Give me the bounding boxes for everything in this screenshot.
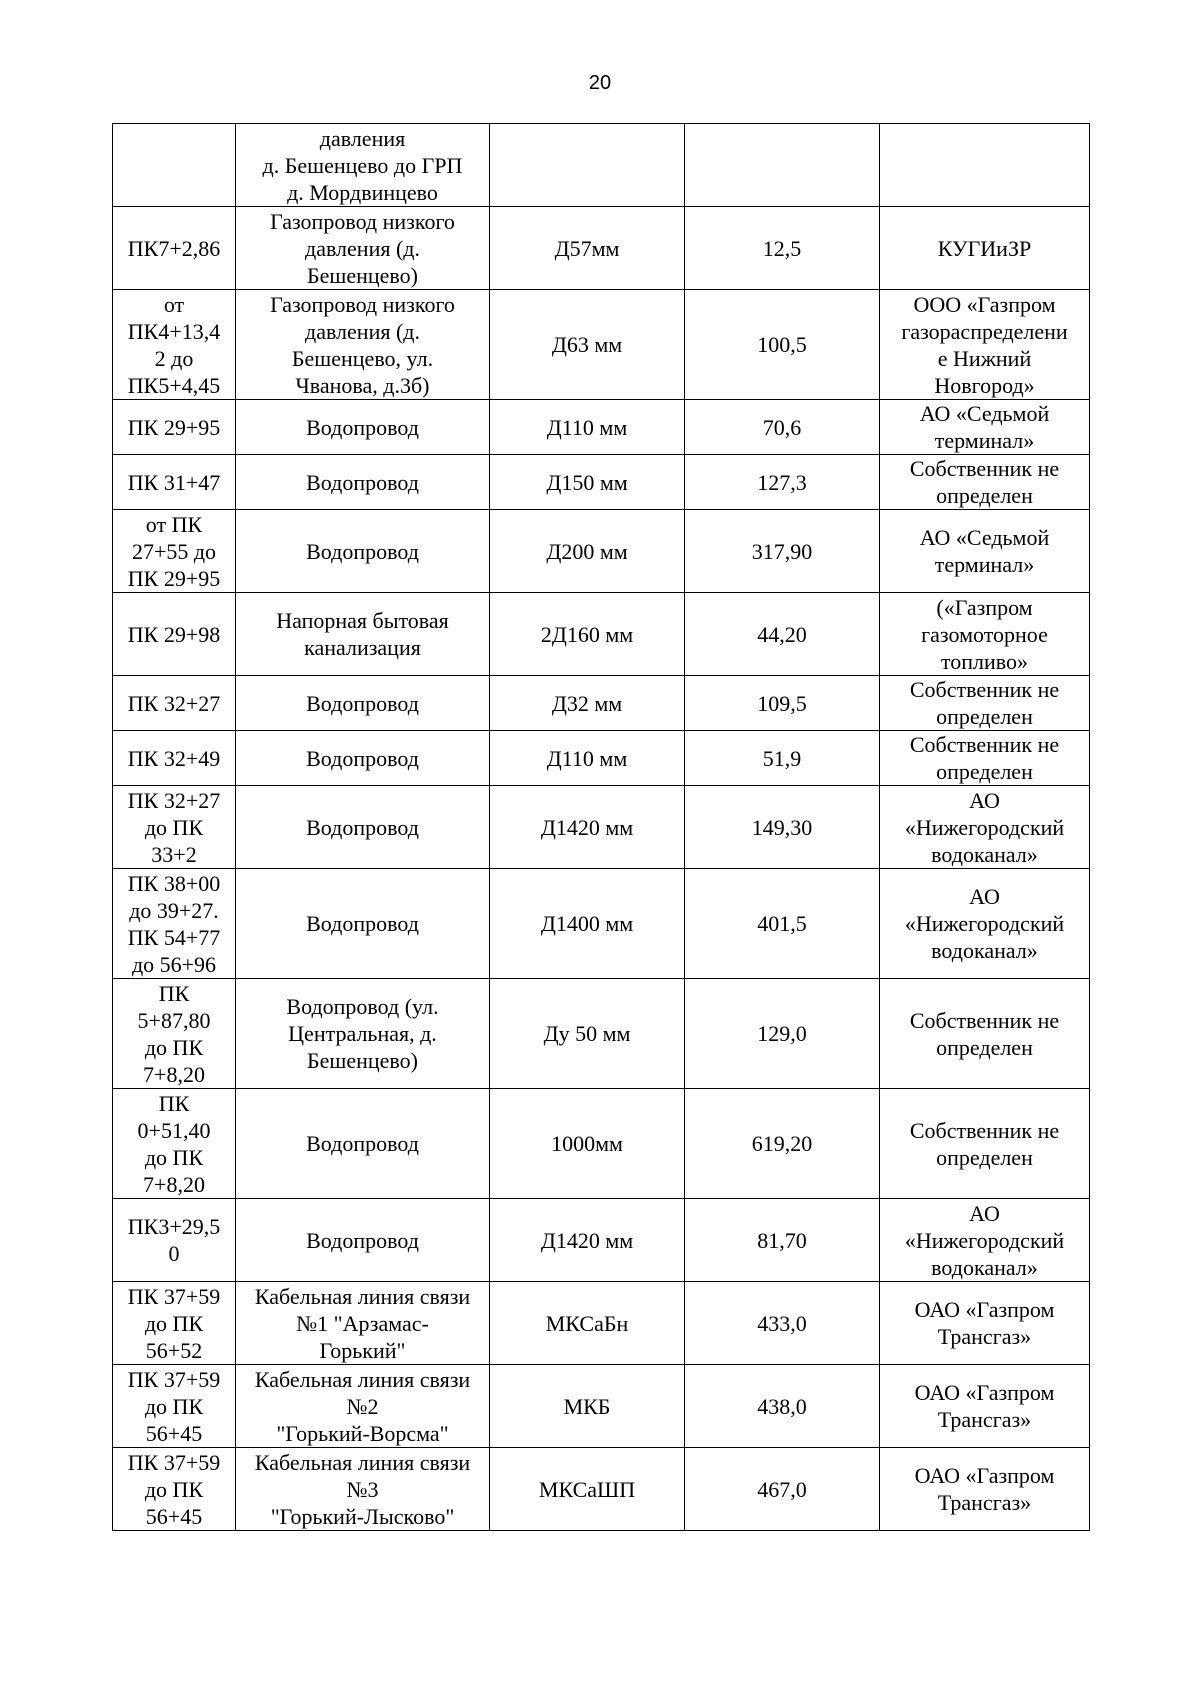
diameter-cell: Д110 мм	[490, 400, 685, 455]
length-cell: 467,0	[685, 1448, 880, 1531]
length-cell: 149,30	[685, 786, 880, 869]
name-cell: Водопровод	[236, 455, 490, 510]
length-cell: 70,6	[685, 400, 880, 455]
table-row	[113, 1282, 1090, 1365]
pk-cell: ПК3+29,5 0	[113, 1199, 236, 1282]
length-cell: 12,5	[685, 207, 880, 290]
table-row	[113, 290, 1090, 400]
table-row	[113, 593, 1090, 676]
name-cell: Напорная бытовая канализация	[236, 593, 490, 676]
pk-cell	[113, 124, 236, 207]
owner-cell: ОАО «Газпром Трансгаз»	[880, 1448, 1090, 1531]
pk-cell: ПК 29+98	[113, 593, 236, 676]
owner-cell	[880, 124, 1090, 207]
diameter-cell: МКБ	[490, 1365, 685, 1448]
pk-cell: ПК 31+47	[113, 455, 236, 510]
length-cell	[685, 124, 880, 207]
owner-cell: Собственник не определен	[880, 676, 1090, 731]
diameter-cell: Д57мм	[490, 207, 685, 290]
diameter-cell: Ду 50 мм	[490, 979, 685, 1089]
name-cell: Водопровод	[236, 1089, 490, 1199]
name-cell: Водопровод	[236, 786, 490, 869]
owner-cell: АО «Седьмой терминал»	[880, 510, 1090, 593]
table-row	[113, 676, 1090, 731]
table-row	[113, 400, 1090, 455]
owner-cell: АО «Нижегородский водоканал»	[880, 786, 1090, 869]
length-cell: 438,0	[685, 1365, 880, 1448]
owner-cell: Собственник не определен	[880, 731, 1090, 786]
name-cell: Кабельная линия связи №1 "Арзамас- Горький"	[236, 1282, 490, 1365]
pk-cell: от ПК 27+55 до ПК 29+95	[113, 510, 236, 593]
owner-cell: Собственник не определен	[880, 979, 1090, 1089]
table-row	[113, 1199, 1090, 1282]
name-cell: Газопровод низкого давления (д. Бешенцево, ул. Чванова, д.3б)	[236, 290, 490, 400]
table-row	[113, 979, 1090, 1089]
name-cell: Газопровод низкого давления (д. Бешенцево)	[236, 207, 490, 290]
owner-cell: Собственник не определен	[880, 1089, 1090, 1199]
diameter-cell: МКСаБн	[490, 1282, 685, 1365]
name-cell: Водопровод	[236, 400, 490, 455]
diameter-cell: Д1420 мм	[490, 1199, 685, 1282]
table-row	[113, 1365, 1090, 1448]
pk-cell: ПК 5+87,80 до ПК 7+8,20	[113, 979, 236, 1089]
length-cell: 109,5	[685, 676, 880, 731]
name-cell: Водопровод (ул. Центральная, д. Бешенцево)	[236, 979, 490, 1089]
owner-cell: КУГИиЗР	[880, 207, 1090, 290]
pk-cell: ПК 37+59 до ПК 56+52	[113, 1282, 236, 1365]
diameter-cell: Д1420 мм	[490, 786, 685, 869]
name-cell: Кабельная линия связи №2 "Горький-Ворсма"	[236, 1365, 490, 1448]
name-cell: Водопровод	[236, 510, 490, 593]
pk-cell: ПК7+2,86	[113, 207, 236, 290]
table-row	[113, 510, 1090, 593]
pk-cell: ПК 32+27	[113, 676, 236, 731]
pk-cell: ПК 37+59 до ПК 56+45	[113, 1365, 236, 1448]
owner-cell: («Газпром газомоторное топливо»	[880, 593, 1090, 676]
pk-cell: ПК 32+49	[113, 731, 236, 786]
diameter-cell: Д1400 мм	[490, 869, 685, 979]
table-row	[113, 1448, 1090, 1531]
owner-cell: АО «Нижегородский водоканал»	[880, 869, 1090, 979]
length-cell: 100,5	[685, 290, 880, 400]
utilities-table	[112, 123, 1090, 1531]
length-cell: 433,0	[685, 1282, 880, 1365]
table-body	[113, 124, 1090, 1531]
owner-cell: ОАО «Газпром Трансгаз»	[880, 1365, 1090, 1448]
length-cell: 51,9	[685, 731, 880, 786]
pk-cell: ПК 37+59 до ПК 56+45	[113, 1448, 236, 1531]
length-cell: 317,90	[685, 510, 880, 593]
diameter-cell	[490, 124, 685, 207]
table-row	[113, 786, 1090, 869]
diameter-cell: Д200 мм	[490, 510, 685, 593]
name-cell: Водопровод	[236, 731, 490, 786]
name-cell: Водопровод	[236, 676, 490, 731]
pk-cell: от ПК4+13,4 2 до ПК5+4,45	[113, 290, 236, 400]
table-row	[113, 869, 1090, 979]
owner-cell: ООО «Газпром газораспределени е Нижний Новгород»	[880, 290, 1090, 400]
owner-cell: ОАО «Газпром Трансгаз»	[880, 1282, 1090, 1365]
table-row	[113, 731, 1090, 786]
diameter-cell: Д110 мм	[490, 731, 685, 786]
diameter-cell: 2Д160 мм	[490, 593, 685, 676]
diameter-cell: 1000мм	[490, 1089, 685, 1199]
pk-cell: ПК 0+51,40 до ПК 7+8,20	[113, 1089, 236, 1199]
name-cell: Водопровод	[236, 869, 490, 979]
length-cell: 619,20	[685, 1089, 880, 1199]
length-cell: 129,0	[685, 979, 880, 1089]
owner-cell: АО «Нижегородский водоканал»	[880, 1199, 1090, 1282]
name-cell: Водопровод	[236, 1199, 490, 1282]
owner-cell: Собственник не определен	[880, 455, 1090, 510]
table-row	[113, 124, 1090, 207]
pk-cell: ПК 29+95	[113, 400, 236, 455]
diameter-cell: Д32 мм	[490, 676, 685, 731]
table-row	[113, 455, 1090, 510]
diameter-cell: Д150 мм	[490, 455, 685, 510]
name-cell: давления д. Бешенцево до ГРП д. Мордвинцево	[236, 124, 490, 207]
table-row	[113, 1089, 1090, 1199]
table-row	[113, 207, 1090, 290]
pk-cell: ПК 38+00 до 39+27. ПК 54+77 до 56+96	[113, 869, 236, 979]
length-cell: 401,5	[685, 869, 880, 979]
owner-cell: АО «Седьмой терминал»	[880, 400, 1090, 455]
page-number: 20	[588, 72, 612, 94]
length-cell: 127,3	[685, 455, 880, 510]
diameter-cell: Д63 мм	[490, 290, 685, 400]
length-cell: 44,20	[685, 593, 880, 676]
pk-cell: ПК 32+27 до ПК 33+2	[113, 786, 236, 869]
diameter-cell: МКСаШП	[490, 1448, 685, 1531]
name-cell: Кабельная линия связи №3 "Горький-Лысково"	[236, 1448, 490, 1531]
length-cell: 81,70	[685, 1199, 880, 1282]
